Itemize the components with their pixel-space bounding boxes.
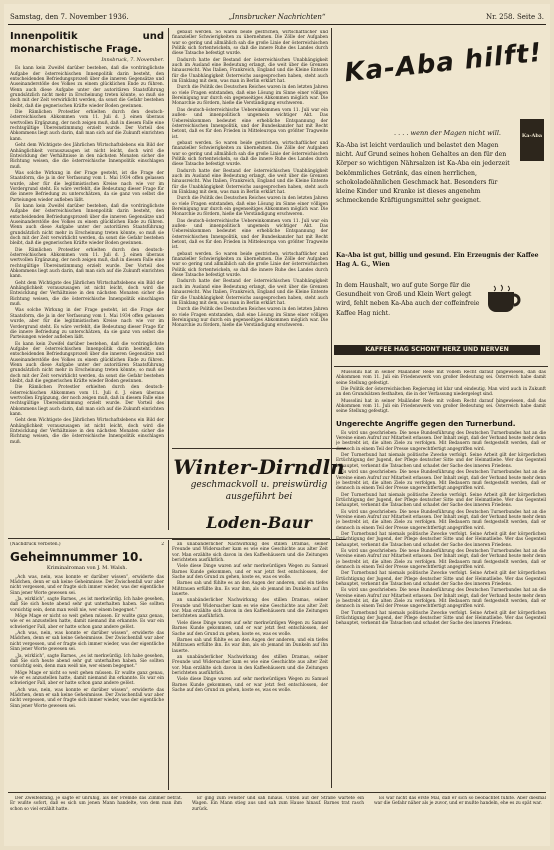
article-paragraph: Geht dem Wichtigste des Jährlichen Wirtschaftslebens ein Bild der Anhänglichkeit vorauszusagen ist nicht leicht, doch wird die Entwicklung der Verhältnisse in den nächsten Monaten sicher die Richtung weisen, die die österreichische Innenpolitik einschlagen muß. [10,418,164,445]
article-paragraph: Es kann kein Zweifel darüber bestehen, daß die vordringlichste Aufgabe der österreichischen Innenpolitik darin besteht, den entscheidenden Befriedungsprozeß über die inneren Gegensätze und Auseinanderstöße des Volkes zu einem glücklichen Ende zu führen. Wenn auch diese Aufgabe unter der autoritären Staatsführung grundsätzlich nicht mehr in Erscheinung treten könnte, so muß sie doch mit der Zeit verwirklicht werden, da sonst die Gefahr bestehen bleibt, daß die gegnerischen Kräfte wieder Boden gewinnen. [10,66,164,109]
serial-paragraph: Der Zweifelsfang, je sagte er unruhig, als der Fremde das Zimmer betrat. Er wußte sofort, daß es sich um jenen Mann handelte, von dem man ihm schon so viel erzählt hatte. [10,796,182,812]
article-paragraph: Der Turnerbund hat niemals politische Zwecke verfolgt. Seine Arbeit gilt der körperlichen Ertüchtigung der Jugend, der Pflege deutscher Sitte und der Heimatliebe. Wer das Gegenteil behauptet, verkennt die Tatsachen und schadet der Sache des inneren Friedens. [336,492,546,509]
serial-paragraph: an unabänderlicher Nachwirkung des stillen Dramas, seiner Freunde und Widersacher kam es wie eine Geschichte aus alter Zeit vor. Man erzählte sich davon in den Kaffeehäusern und die Zeitungen berichteten ausführlich. [172,598,328,620]
article-paragraph: Dadurch hatte der Bestand der österreichischen Unabhängigkeit auch im Ausland eine Bedeutung erlangt, die weit über die Grenzen hinausreicht. Was Italien, Frankreich, England und die Kleine Entente für die Unabhängigkeit Österreichs ausgesprochen haben, steht auch im Einklang mit dem, was man in Berlin erklärt hat. [172,57,328,85]
article-paragraph: Die Rämlichen Protestler erhielten durch den deutsch-österreichischen Abkommen vom 11. Juli d. J. einen überaus wertvollen Ergänzung, der noch zeigen muß, daß in diesem Falle eine rechtsgültige Übereinstimmung erzielt wurde. Der Vorteil des Abkommens liegt auch darin, daß man sich auf die Zukunft einrichten kann. [10,385,164,417]
article-paragraph: gebaut werden. So waren beide gestrichen, wirtschaftlicher und finanzieller Schwierigkeiten zu übernehmen. Die Zölle der Aufgaben war so gering und allmählich sah die große Linie der österreichischen Politik sich fortentwickeln, so daß die innere Ruhe des Landes durch diese Tatsache befestigt wurde. [172,251,328,279]
header-date: Samstag, den 7. November 1936. [10,13,129,21]
section-rule [334,366,548,367]
reprint-note: (Nachdruck verboten.) [10,542,61,547]
article-paragraph: gebaut werden. So waren beide gestrichen, wirtschaftlicher und finanzieller Schwierigkeiten zu übernehmen. Die Zölle der Aufgaben war so gering und allmählich sah die große Linie der österreichischen Politik sich fortentwickeln, so daß die innere Ruhe des Landes durch diese Tatsache befestigt wurde. [172,30,328,57]
article-paragraph: Der Turnerbund hat niemals politische Zwecke verfolgt. Seine Arbeit gilt der körperlichen Ertüchtigung der Jugend, der Pflege deutscher Sitte und der Heimatliebe. Wer das Gegenteil behauptet, verkennt die Tatsachen und schadet der Sache des inneren Friedens. [336,571,546,588]
serial-novel-footer [10,796,546,842]
article-paragraph: Geht dem Wichtigste des Jährlichen Wirtschaftslebens ein Bild der Anhänglichkeit vorauszusagen ist nicht leicht, doch wird die Entwicklung der Verhältnisse in den nächsten Monaten sicher die Richtung weisen, die die österreichische Innenpolitik einschlagen muß. [10,143,164,170]
column-rule [331,28,332,788]
article-paragraph: Durch die Politik des Deutschen Reiches waren in den letzten Jahren so viele Fragen entstanden, daß eine Lösung im Sinne einer völligen Bereinigung nur durch ein gegenseitiges Abkommen möglich war. Die Monarchie zu fördern, hieße die Verständigung erschweren. [172,196,328,218]
kaffee-hag-banner: KAFFEE HAG SCHONT HERZ UND NERVEN [334,345,540,355]
article-paragraph: Was solche Wirkung in der Frage gesteht, ist die Frage der Staatsform, die ja in der Verfassung vom 1. Mai 1934 offen gelassen wurde, aber für die legitimistischen Kreise nach wie vor im Vordergrund steht. Es wäre verfehlt, die Bedeutung dieser Frage für die innere Befriedung zu unterschätzen, da sie ganz von selbst die Parteiungen wieder aufleben läßt. [10,170,164,203]
article-paragraph: Das deutsch-österreichische Uebereinkommen vom 11. Juli war ein außen- und innenpolitisch ungemein wichtiger Akt. Das Uebereinkommen bedeutet eine erhebliche Entspannung der österreichischen Innenpolitik, und der Bundeskanzler hat mit Recht betont, daß es für den Frieden in Mitteleuropa von größter Tragweite ist. [172,107,328,140]
ad-hag-text: In dem Haushalt, wo auf gute Sorge für die Gesundheit von Groß und Klein Wert gelegt wird, fehlt neben Ka-Aba auch der coffeinfreie Kaffee Hag nicht. [336,282,480,317]
serial-paragraph: an unabänderlicher Nachwirkung des stillen Dramas, seiner Freunde und Widersacher kam es wie eine Geschichte aus alter Zeit vor. Man erzählte sich davon in den Kaffeehäusern und die Zeitungen berichteten ausführlich. [172,654,328,676]
article-turnerbund [336,370,546,788]
article-paragraph: Durch die Politik des Deutschen Reiches waren in den letzten Jahren so viele Fragen entstanden, daß eine Lösung im Sinne einer völligen Bereinigung nur durch ein gegenseitiges Abkommen möglich war. Die Monarchie zu fördern, hieße die Verständigung erschweren. [172,307,328,329]
ad-headline: Winter-Dirndln [173,455,345,479]
serial-paragraph: Möge Mage er nicht so weit gehen müssen. Er wußte ganz genau, wie er es anzustellen hatte, damit niemand ihn erkannte. Es war ein schwieriger Fall, aber er hatte schon ganz andere gelöst. [10,614,164,630]
article-paragraph: Durch die Politik des Deutschen Reiches waren in den letzten Jahren so viele Fragen entstanden, daß eine Lösung im Sinne einer völligen Bereinigung nur durch ein gegenseitiges Abkommen möglich war. Die Monarchie zu fördern, hieße die Verständigung erschweren. [172,85,328,107]
serial-paragraph: „Ach was, nein, was konnte er darüber wissen“, erwiderte das Mädchen, denn er sah keine Geheimnisse. Der Zwischenfall war aber nicht vergessen, und er fragte sich immer wieder, was der eigentliche Sinn jener Worte gewesen sei. [10,687,164,709]
article-paragraph: Der Turnerbund hat niemals politische Zwecke verfolgt. Seine Arbeit gilt der körperlichen Ertüchtigung der Jugend, der Pflege deutscher Sitte und der Heimatliebe. Wer das Gegenteil behauptet, verkennt die Tatsachen und schadet der Sache des inneren Friedens. [336,453,546,469]
serial-novel [10,542,164,790]
section-rule [8,538,330,539]
page-header [8,10,546,25]
serial-paragraph: Barnes sah und fühlte es an den Augen der anderen, und ein tiefes Mißtrauen erfüllte ihn. Es war ihm, als ob jemand im Dunkeln auf ihn lauerte. [172,581,328,598]
kaaba-advertisement [334,29,548,363]
installment-number: 2 [161,542,164,547]
serial-paragraph: „Ja, wirklich“, sagte Barnes, „es ist merkwürdig. Ich habe gesehen, daß Sie sich heute abend sehr gut unterhalten haben. Sie sollten vorsichtig sein, denn man weiß nie, wer einem begegnet.“ [10,653,164,670]
kaaba-package-image [520,119,544,161]
serial-paragraph: „Ach was, nein, was konnte er darüber wissen“, erwiderte das Mädchen, denn er sah keine Geheimnisse. Der Zwischenfall war aber nicht vergessen, und er fragte sich immer wieder, was der eigentliche Sinn jener Worte gewesen sei. [10,631,164,653]
coffee-cup-icon [484,284,526,314]
serial-novel-continued [172,542,328,790]
article-paragraph: Der Turnerbund hat niemals politische Zwecke verfolgt. Seine Arbeit gilt der körperlichen Ertüchtigung der Jugend, der Pflege deutscher Sitte und der Heimatliebe. Wer das Gegenteil behauptet, verkennt die Tatsachen und schadet der Sache des inneren Friedens. [336,531,546,548]
ad-slogan: Ka-Aba ist gut, billig und gesund. Ein Erzeugnis der Kaffee Hag A. G., Wien [336,252,539,269]
header-issue: Nr. 258. Seite 3. [486,13,544,21]
ad-tagline: . . . . wenn der Magen nicht will. [394,129,501,137]
article-paragraph: Mussolini hat in seiner Mailänder Rede mit vollem Recht darauf hingewiesen, daß das Abkommen vom 11. Juli ein Friedenswerk von großer Bedeutung sei. Österreich habe damit seine Stellung gefestigt. [336,398,546,415]
article-paragraph: Es wird uns geschrieben: Die neue Bundesführung des Deutschen Turnerbundes hat an die Vereine einen Aufruf zur Mitarbeit erlassen. Der Inhalt zeigt, daß der Verband heute mehr denn je bestrebt ist, die alten Ziele zu verfolgen. Mit Bedauern muß festgestellt werden, daß er dennoch in einem Teil der Presse ungerechtfertigt angegriffen wird. [336,548,546,570]
article-paragraph: Geht dem Wichtigste des Jährlichen Wirtschaftslebens ein Bild der Anhänglichkeit vorauszusagen ist nicht leicht, doch wird die Entwicklung der Verhältnisse in den nächsten Monaten sicher die Richtung weisen, die die österreichische Innenpolitik einschlagen muß. [10,280,164,308]
newspaper-page [4,4,550,846]
article-paragraph: Dadurch hatte der Bestand der österreichischen Unabhängigkeit auch im Ausland eine Bedeutung erlangt, die weit über die Grenzen hinausreicht. Was Italien, Frankreich, England und die Kleine Entente für die Unabhängigkeit Österreichs ausgesprochen haben, steht auch im Einklang mit dem, was man in Berlin erklärt hat. [172,168,328,195]
article-dateline: Innsbruck, 7. November. [101,57,164,63]
serial-author: Kriminalroman von J. M. Walsh. [46,565,128,572]
serial-paragraph: Viele diese Dinge waren auf sehr merkwürdigen Wegen zu Samuel Barnes Kunde gekommen, und er war jetzt fest entschlossen, der Sache auf den Grund zu gehen, koste es, was es wolle. [172,677,328,693]
article-title: Ungerechte Angriffe gegen den Turnerbund. [336,418,516,428]
header-paper-name: „Innsbrucker Nachrichten“ [228,13,326,21]
article-paragraph: Es wird uns geschrieben: Die neue Bundesführung des Deutschen Turnerbundes hat an die Vereine einen Aufruf zur Mitarbeit erlassen. Der Inhalt zeigt, daß der Verband heute mehr denn je bestrebt ist, die alten Ziele zu verfolgen. Mit Bedauern muß festgestellt werden, daß er dennoch in einem Teil der Presse ungerechtfertigt angegriffen wird. [336,509,546,531]
article-paragraph: Der Turnerbund hat niemals politische Zwecke verfolgt. Seine Arbeit gilt der körperlichen Ertüchtigung der Jugend, der Pflege deutscher Sitte und der Heimatliebe. Wer das Gegenteil behauptet, verkennt die Tatsachen und schadet der Sache des inneren Friedens. [336,610,546,627]
ad-body-text: Ka-Aba ist leicht verdaulich und belastet den Magen nicht. Auf Grund seines hohen Gehaltes an den für den Körper so wichtigen Nährsalzen ist Ka-Aba ein jederzeit bekömmliches Getränk, das einen herrlichen, schokoladeähnlichen Geschmack hat. Besonders für kleine Kinder und Kranke ist dieses angenehm schmeckende Kräftigungsmittel sehr geeignet. [336,142,510,205]
serial-title: Geheimnummer 10. [10,550,143,565]
article-paragraph: Die Politik der österreichischen Regierung ist klar und eindeutig. Man wird auch in Zukunft an den Grundsätzen festhalten, die in der Verfassung niedergelegt sind. [336,387,546,398]
column-rule [168,28,169,530]
serial-paragraph: Möge Mage er nicht so weit gehen müssen. Er wußte ganz genau, wie er es anzustellen hatte, damit niemand ihn erkannte. Es war ein schwieriger Fall, aber er hatte schon ganz andere gelöst. [10,670,164,687]
serial-paragraph: Es war nicht das erste Mal, daß er sich so beobachtet fühlte. Aber diesmal war die Gefahr näher als je zuvor, und er mußte handeln, ehe es zu spät war. [374,796,546,807]
serial-paragraph: „Ja, wirklich“, sagte Barnes, „es ist merkwürdig. Ich habe gesehen, daß Sie sich heute abend sehr gut unterhalten haben. Sie sollten vorsichtig sein, denn man weiß nie, wer einem begegnet.“ [10,597,164,613]
article-title: Innenpolitik und monarchistische Frage. [10,31,164,55]
article-paragraph: Das deutsch-österreichische Uebereinkommen vom 11. Juli war ein außen- und innenpolitisch ungemein wichtiger Akt. Das Uebereinkommen bedeutet eine erhebliche Entspannung der österreichischen Innenpolitik, und der Bundeskanzler hat mit Recht betont, daß es für den Frieden in Mitteleuropa von größter Tragweite ist. [172,218,328,251]
article-paragraph: Es kann kein Zweifel darüber bestehen, daß die vordringlichste Aufgabe der österreichischen Innenpolitik darin besteht, den entscheidenden Befriedungsprozeß über die inneren Gegensätze und Auseinanderstöße des Volkes zu einem glücklichen Ende zu führen. Wenn auch diese Aufgabe unter der autoritären Staatsführung grundsätzlich nicht mehr in Erscheinung treten könnte, so muß sie doch mit der Zeit verwirklicht werden, da sonst die Gefahr bestehen bleibt, daß die gegnerischen Kräfte wieder Boden gewinnen. [10,341,164,384]
article-paragraph: Es wird uns geschrieben: Die neue Bundesführung des Deutschen Turnerbundes hat an die Vereine einen Aufruf zur Mitarbeit erlassen. Der Inhalt zeigt, daß der Verband heute mehr denn je bestrebt ist, die alten Ziele zu verfolgen. Mit Bedauern muß festgestellt werden, daß er dennoch in einem Teil der Presse ungerechtfertigt angegriffen wird. [336,470,546,492]
serial-paragraph: Barnes sah und fühlte es an den Augen der anderen, und ein tiefes Mißtrauen erfüllte ihn. Es war ihm, als ob jemand im Dunkeln auf ihn lauerte. [172,637,328,654]
serial-paragraph: an unabänderlicher Nachwirkung des stillen Dramas, seiner Freunde und Widersacher kam es wie eine Geschichte aus alter Zeit vor. Man erzählte sich davon in den Kaffeehäusern und die Zeitungen berichteten ausführlich. [172,542,328,564]
article-paragraph: Es wird uns geschrieben: Die neue Bundesführung des Deutschen Turnerbundes hat an die Vereine einen Aufruf zur Mitarbeit erlassen. Der Inhalt zeigt, daß der Verband heute mehr denn je bestrebt ist, die alten Ziele zu verfolgen. Mit Bedauern muß festgestellt werden, daß er dennoch in einem Teil der Presse ungerechtfertigt angegriffen wird. [336,588,546,610]
article-paragraph: Die Rämlichen Protestler erhielten durch den deutsch-österreichischen Abkommen vom 11. Juli d. J. einen überaus wertvollen Ergänzung, der noch zeigen muß, daß in diesem Falle eine rechtsgültige Übereinstimmung erzielt wurde. Der Vorteil des Abkommens liegt auch darin, daß man sich auf die Zukunft einrichten kann. [10,110,164,142]
kaaba-logo: Ka-Aba hilft! [342,37,544,89]
column-rule [168,540,169,790]
serial-paragraph: „Ach was, nein, was konnte er darüber wissen“, erwiderte das Mädchen, denn er sah keine Geheimnisse. Der Zwischenfall war aber nicht vergessen, und er fragte sich immer wieder, was der eigentliche Sinn jener Worte gewesen sei. [10,574,164,596]
serial-paragraph: Viele diese Dinge waren auf sehr merkwürdigen Wegen zu Samuel Barnes Kunde gekommen, und er war jetzt fest entschlossen, der Sache auf den Grund zu gehen, koste es, was es wolle. [172,620,328,637]
section-rule [8,792,546,793]
ad-subline: geschmackvoll u. preiswürdig ausgeführt bei [190,480,328,502]
article-paragraph: Es kann kein Zweifel darüber bestehen, daß die vordringlichste Aufgabe der österreichischen Innenpolitik darin besteht, den entscheidenden Befriedungsprozeß über die inneren Gegensätze und Auseinanderstöße des Volkes zu einem glücklichen Ende zu führen. Wenn auch diese Aufgabe unter der autoritären Staatsführung grundsätzlich nicht mehr in Erscheinung treten könnte, so muß sie doch mit der Zeit verwirklicht werden, da sonst die Gefahr bestehen bleibt, daß die gegnerischen Kräfte wieder Boden gewinnen. [10,203,164,247]
ad-brand: Loden-Baur [206,513,312,532]
article-paragraph: Mussolini hat in seiner Mailänder Rede mit vollem Recht darauf hingewiesen, daß das Abkommen vom 11. Juli ein Friedenswerk von großer Bedeutung sei. Österreich habe damit seine Stellung gefestigt. [336,370,546,386]
article-continuation [172,30,328,444]
article-paragraph: Dadurch hatte der Bestand der österreichischen Unabhängigkeit auch im Ausland eine Bedeutung erlangt, die weit über die Grenzen hinausreicht. Was Italien, Frankreich, England und die Kleine Entente für die Unabhängigkeit Österreichs ausgesprochen haben, steht auch im Einklang mit dem, was man in Berlin erklärt hat. [172,279,328,306]
serial-paragraph: Er ging zum Fenster und sah hinaus. Unten auf der Straße wartete ein Wagen. Ein Mann stieg aus und sah zum Hause hinauf. Barnes trat rasch zurück. [192,796,364,812]
loden-baur-advertisement [172,448,346,540]
serial-paragraph: Viele diese Dinge waren auf sehr merkwürdigen Wegen zu Samuel Barnes Kunde gekommen, und er war jetzt fest entschlossen, der Sache auf den Grund zu gehen, koste es, was es wolle. [172,564,328,581]
package-label: Ka-Aba [521,133,543,139]
article-innenpolitik [10,30,164,530]
article-paragraph: Die Rämlichen Protestler erhielten durch den deutsch-österreichischen Abkommen vom 11. Juli d. J. einen überaus wertvollen Ergänzung, der noch zeigen muß, daß in diesem Falle eine rechtsgültige Übereinstimmung erzielt wurde. Der Vorteil des Abkommens liegt auch darin, daß man sich auf die Zukunft einrichten kann. [10,247,164,280]
article-paragraph: gebaut werden. So waren beide gestrichen, wirtschaftlicher und finanzieller Schwierigkeiten zu übernehmen. Die Zölle der Aufgaben war so gering und allmählich sah die große Linie der österreichischen Politik sich fortentwickeln, so daß die innere Ruhe des Landes durch diese Tatsache befestigt wurde. [172,140,328,168]
article-paragraph: Es wird uns geschrieben: Die neue Bundesführung des Deutschen Turnerbundes hat an die Vereine einen Aufruf zur Mitarbeit erlassen. Der Inhalt zeigt, daß der Verband heute mehr denn je bestrebt ist, die alten Ziele zu verfolgen. Mit Bedauern muß festgestellt werden, daß er dennoch in einem Teil der Presse ungerechtfertigt angegriffen wird. [336,430,546,452]
article-paragraph: Was solche Wirkung in der Frage gesteht, ist die Frage der Staatsform, die ja in der Verfassung vom 1. Mai 1934 offen gelassen wurde, aber für die legitimistischen Kreise nach wie vor im Vordergrund steht. Es wäre verfehlt, die Bedeutung dieser Frage für die innere Befriedung zu unterschätzen, da sie ganz von selbst die Parteiungen wieder aufleben läßt. [10,308,164,341]
